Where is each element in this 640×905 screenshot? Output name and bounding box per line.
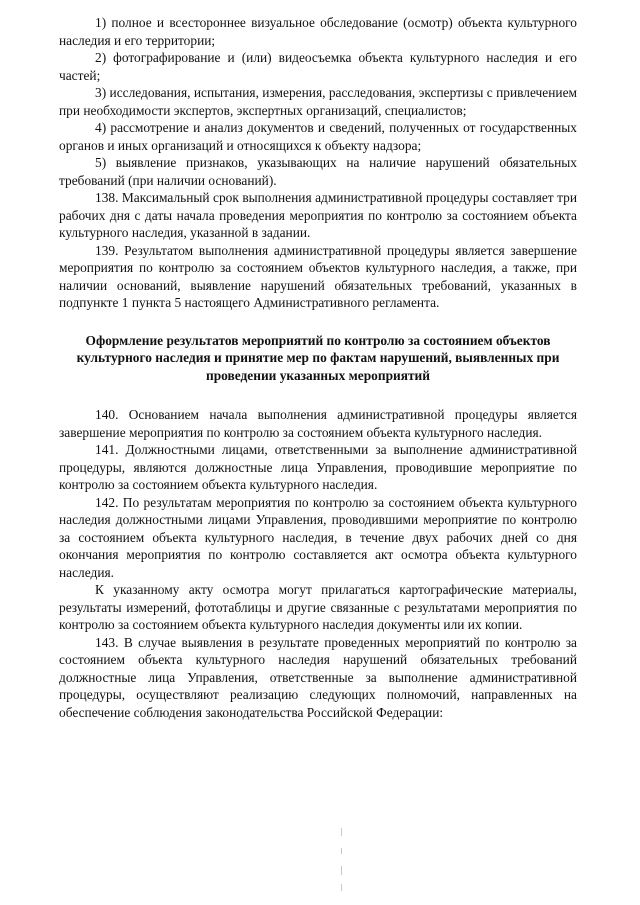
list-item-1: 1) полное и всестороннее визуальное обследование (осмотр) объекта культурного наследия и его территории; [59,15,577,48]
paragraph-140: 140. Основанием начала выполнения административной процедуры является завершение мероприятия по контролю за состоянием объекта культурного наследия. [59,407,577,440]
list-item-5: 5) выявление признаков, указывающих на наличие нарушений обязательных требований (при наличии оснований). [59,155,577,188]
paragraph-142: 142. По результатам мероприятия по контролю за состоянием объекта культурного наследия должностными лицами Управления, проводившими мероприятие по контролю за состоянием объекта культурного наследия, в течение двух рабочих дней со дня окончания мероприятия по контролю составляется акт осмотра объекта культурного наследия. [59,494,577,580]
scan-artifact [341,866,342,875]
paragraph-143: 143. В случае выявления в результате проведенных мероприятий по контролю за состоянием объекта культурного наследия нарушений обязательных требований должностные лица Управления, ответственные за выполнение административной процедуры, осуществляют реализацию следующих полномочий, направленных на обеспечение соблюдения законодательства Российской Федерации: [59,634,577,720]
list-item-3: 3) исследования, испытания, измерения, расследования, экспертизы с привлечением при необходимости экспертов, экспертных организаций, специалистов; [59,85,577,118]
list-item-2: 2) фотографирование и (или) видеосъемка объекта культурного наследия и его частей; [59,50,577,83]
list-item-4: 4) рассмотрение и анализ документов и сведений, полученных от государственных органов и иных организаций и относящихся к объекту надзора; [59,120,577,153]
document-page [59,14,577,721]
paragraph-138: 138. Максимальный срок выполнения административной процедуры составляет три рабочих дня с даты начала проведения мероприятия по контролю за состоянием объекта культурного наследия, указанной в задании. [59,190,577,240]
paragraph-141: 141. Должностными лицами, ответственными за выполнение административной процедуры, являются должностные лица Управления, проводившие мероприятие по контролю за состоянием объекта культурного наследия. [59,442,577,492]
scan-artifact [341,884,342,891]
scan-artifact [341,848,342,854]
paragraph-142-attachments: К указанному акту осмотра могут прилагаться картографические материалы, результаты измерений, фототаблицы и другие связанные с результатами мероприятия по контролю за состоянием объекта культурного наследия документы или их копии. [59,582,577,632]
scan-artifact [341,828,342,836]
section-heading: Оформление результатов мероприятий по контролю за состоянием объектов культурного наследия и принятие мер по фактам нарушений, выявленных при проведении указанных мероприятий [76,332,560,383]
paragraph-139: 139. Результатом выполнения административной процедуры является завершение мероприятия по контролю за состоянием объектов культурного наследия, а также, при наличии оснований, выявление нарушений обязательных требований, указанных в подпункте 1 пункта 5 настоящего Административного регламента. [59,242,577,310]
